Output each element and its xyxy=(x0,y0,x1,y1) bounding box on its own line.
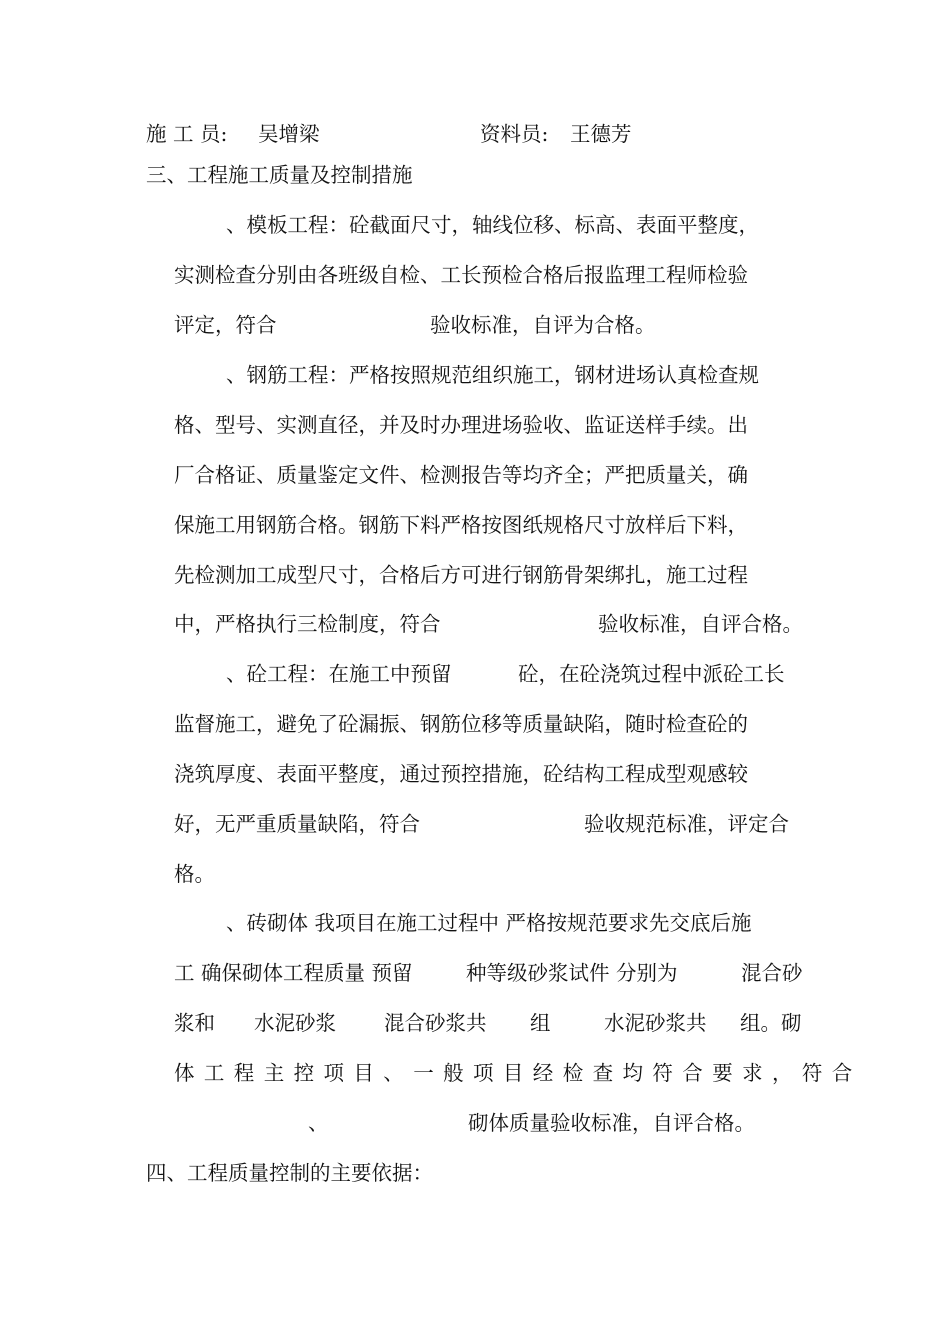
concrete-line-5: 格。 xyxy=(174,862,215,886)
masonry-line-5a: 、 xyxy=(308,1111,329,1135)
masonry-line-3d: 组 xyxy=(530,1011,551,1035)
formwork-line-1: 、模板工程：砼截面尺寸，轴线位移、标高、表面平整度， xyxy=(226,213,759,237)
concrete-line-4b: 验收规范标准，评定合 xyxy=(584,812,789,836)
concrete-line-3: 浇筑厚度、表面平整度，通过预控措施，砼结构工程成型观感较 xyxy=(174,762,748,786)
masonry-line-2a: 工 确保砌体工程质量 预留 xyxy=(174,961,413,985)
masonry-line-3b: 水泥砂浆 xyxy=(254,1011,336,1035)
concrete-line-4a: 好，无严重质量缺陷，符合 xyxy=(174,812,420,836)
construction-worker-name: 吴增梁 xyxy=(258,122,320,146)
masonry-line-5b: 砌体质量验收标准，自评合格。 xyxy=(468,1111,755,1135)
masonry-line-2c: 混合砂 xyxy=(741,961,803,985)
masonry-line-2b: 种等级砂浆试件 分别为 xyxy=(466,961,678,985)
construction-worker-label: 施 工 员: xyxy=(146,122,228,146)
rebar-line-2: 格、型号、实测直径，并及时办理进场验收、监证送样手续。出 xyxy=(174,413,748,437)
rebar-line-4: 保施工用钢筋合格。钢筋下料严格按图纸规格尺寸放样后下料， xyxy=(174,513,748,537)
section-3-heading: 三、工程施工质量及控制措施 xyxy=(146,163,413,187)
records-clerk-label: 资料员: xyxy=(480,122,549,146)
rebar-line-1: 、钢筋工程：严格按照规范组织施工，钢材进场认真检查规 xyxy=(226,363,759,387)
rebar-line-6a: 中，严格执行三检制度，符合 xyxy=(174,612,441,636)
masonry-line-4: 体工程主控项目、一般项目经检查均符合要求，符合 xyxy=(174,1061,862,1085)
concrete-line-1b: 砼，在砼浇筑过程中派砼工长 xyxy=(518,662,785,686)
masonry-line-3f: 组。砌 xyxy=(740,1011,802,1035)
masonry-line-3a: 浆和 xyxy=(174,1011,215,1035)
masonry-line-1: 、砖砌体 我项目在施工过程中 严格按规范要求先交底后施 xyxy=(226,911,752,935)
formwork-line-2: 实测检查分别由各班级自检、工长预检合格后报监理工程师检验 xyxy=(174,263,748,287)
section-4-heading: 四、工程质量控制的主要依据： xyxy=(146,1161,433,1185)
concrete-line-2: 监督施工，避免了砼漏振、钢筋位移等质量缺陷，随时检查砼的 xyxy=(174,712,748,736)
rebar-line-6b: 验收标准，自评合格。 xyxy=(598,612,803,636)
records-clerk-name: 王德芳 xyxy=(570,122,632,146)
concrete-line-1a: 、砼工程：在施工中预留 xyxy=(226,662,452,686)
rebar-line-5: 先检测加工成型尺寸，合格后方可进行钢筋骨架绑扎，施工过程 xyxy=(174,563,748,587)
masonry-line-3e: 水泥砂浆共 xyxy=(604,1011,707,1035)
formwork-line-3b: 验收标准，自评为合格。 xyxy=(430,313,656,337)
masonry-line-3c: 混合砂浆共 xyxy=(384,1011,487,1035)
rebar-line-3: 厂合格证、质量鉴定文件、检测报告等均齐全；严把质量关，确 xyxy=(174,463,748,487)
formwork-line-3a: 评定，符合 xyxy=(174,313,277,337)
